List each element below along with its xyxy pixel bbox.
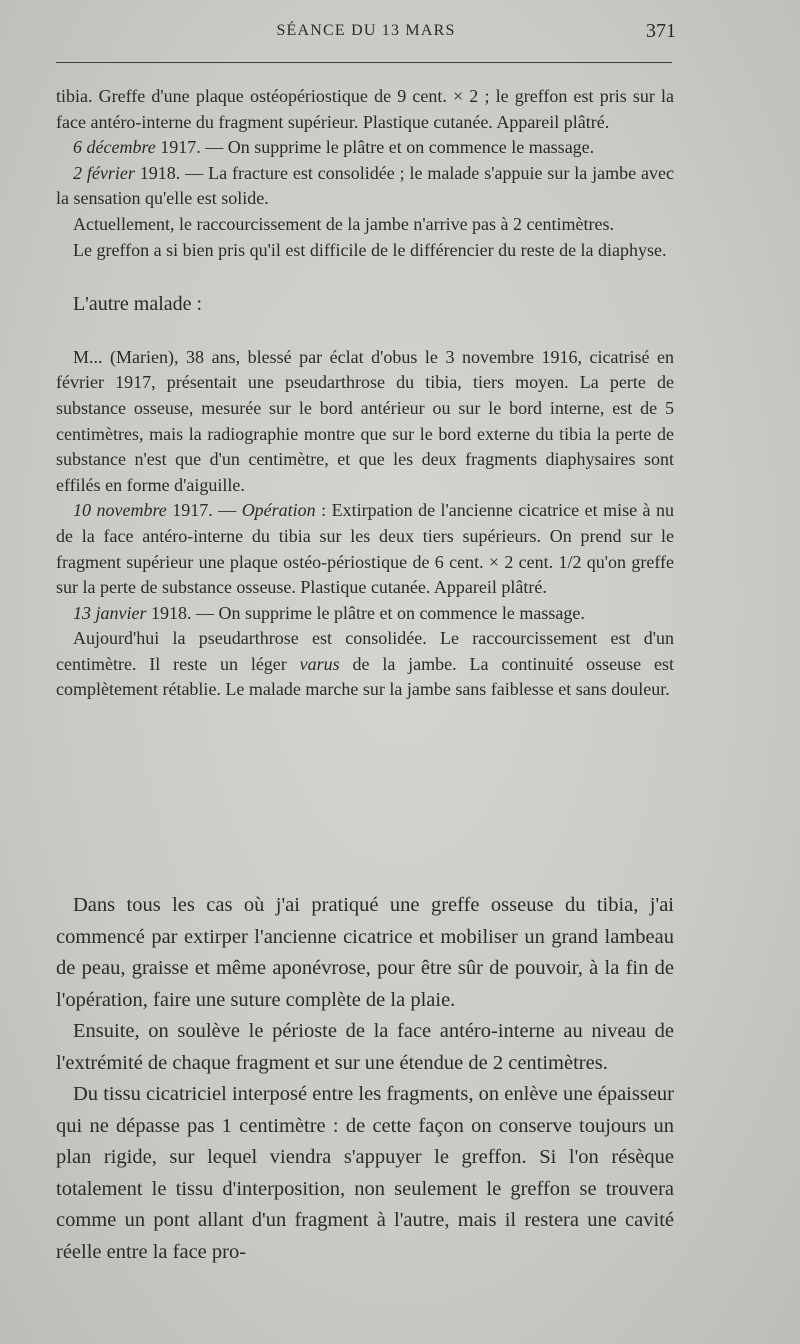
date: 2 février <box>73 162 135 183</box>
paragraph: Ensuite, on soulève le périoste de la face antéro-interne au niveau de l'extrémité de chaque fragment et sur une étendue de 2 centimètres. <box>56 1020 674 1074</box>
paragraph: Le greffon a si bien pris qu'il est difficile de le différencier du reste de la diaphyse. <box>73 239 667 260</box>
date: 6 décembre <box>73 137 156 158</box>
paragraph: 13 janvier 1918. — On supprime le plâtre et on commence le massage. <box>73 602 585 623</box>
operation-label: Opération <box>241 500 316 521</box>
page-number: 371 <box>646 20 676 42</box>
paragraph: Aujourd'hui la pseudarthrose est consolidée. Le raccourcissement est d'un centimètre. Il reste un léger varus de la jambe. La continuité osseuse est complètement rétablie. Le malade marche sur la jambe sans faiblesse et sans douleur. <box>56 628 674 700</box>
date: 10 novembre <box>73 500 167 521</box>
paragraph: 10 novembre 1917. — Opération : Extirpation de l'ancienne cicatrice et mise à nu de la face antéro-interne du tibia sur les deux tiers supérieurs. On prend sur le fragment supérieur une plaque ostéo-périostique de 6 cent. × 2 cent. 1/2 qu'on greffe sur la perte de substance osseuse. Plastique cutanée. Appareil plâtré. <box>56 500 674 598</box>
paragraph: 2 février 1918. — La fracture est consolidée ; le malade s'appuie sur la jambe avec la sensation qu'elle est solide. <box>56 162 675 209</box>
running-header <box>56 18 676 44</box>
paragraph: Actuellement, le raccourcissement de la jambe n'arrive pas à 2 centimètres. <box>73 213 615 234</box>
discussion <box>56 890 674 1268</box>
paragraph: tibia. Greffe d'une plaque ostéopériostique de 9 cent. × 2 ; le greffon est pris sur la face antéro-interne du fragment supérieur. Plastique cutanée. Appareil plâtré. <box>56 86 674 132</box>
paragraph: M... (Marien), 38 ans, blessé par éclat d'obus le 3 novembre 1916, cicatrisé en février 1917, présentait une pseudarthrose du tibia, tiers moyen. La perte de substance osseuse, mesurée sur le bord antérieur ou sur le bord interne, est de 5 centimètres, mais la radiographie montre que sur le bord externe du tibia la perte de substance n'est que d'un centimètre, et que les deux fragments diaphysaires sont effilés en forme d'aiguille. <box>56 346 674 495</box>
varus-term: varus <box>299 653 340 674</box>
paragraph: Du tissu cicatriciel interposé entre les fragments, on enlève une épaisseur qui ne dépasse pas 1 centimètre : de cette façon on conserve toujours un plan rigide, sur lequel viendra s'appuyer le greffon. Si l'on résèque totalement le tissu d'interposition, non seulement le greffon se trouvera comme un pont allant d'un fragment à l'autre, mais il restera une cavité réelle entre la face pro- <box>56 1083 674 1263</box>
paragraph: 6 décembre 1917. — On supprime le plâtre et on commence le massage. <box>73 137 595 158</box>
section-heading: L'autre malade : <box>73 293 203 316</box>
date: 13 janvier <box>73 602 147 623</box>
paragraph: Dans tous les cas où j'ai pratiqué une greffe osseuse du tibia, j'ai commencé par extirper l'ancienne cicatrice et mobiliser un grand lambeau de peau, graisse et même aponévrose, pour être sûr de pouvoir, à la fin de l'opération, faire une suture complète de la plaie. <box>56 894 674 1011</box>
case-notes <box>56 84 674 703</box>
header-rule <box>56 62 672 63</box>
running-title: SÉANCE DU 13 MARS <box>276 22 456 39</box>
